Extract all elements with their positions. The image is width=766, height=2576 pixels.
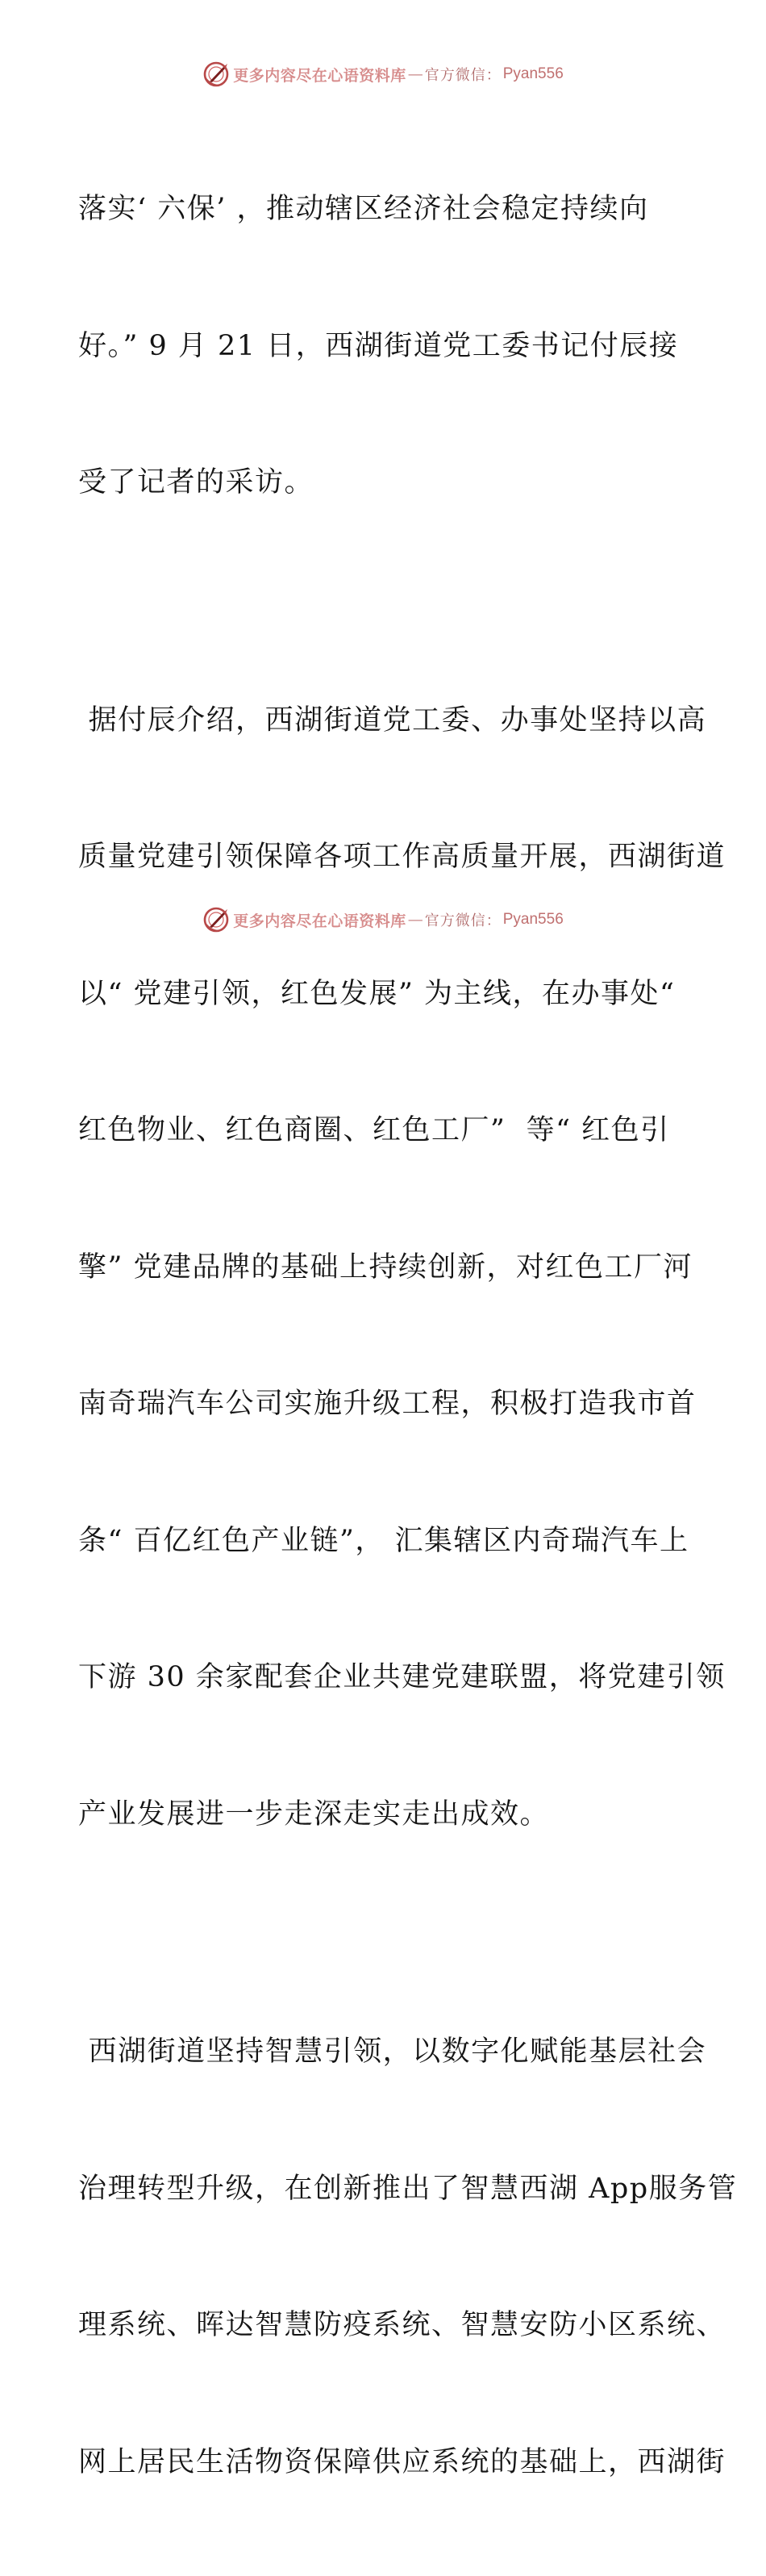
paragraph-line: 落实‘ 六保’ ，推动辖区经济社会稳定持续向 [78,193,649,225]
watermark-wechat-label: 官方微信： [424,67,502,84]
paragraph-line: 以“ 党建引领，红色发展” 为主线，在办事处“ [78,977,676,1010]
paragraph-3 [78,1938,738,2576]
paragraph-line: 南奇瑞汽车公司实施升级工程，积极打造我市首 [78,1388,697,1420]
paragraph-line: 下游 30 余家配套企业共建党建联盟，将党建引领 [78,1661,726,1693]
quill-logo-icon [202,906,230,933]
paragraph-line: 受了记者的采访。 [78,466,314,499]
paragraph-line: 网上居民生活物资保障供应系统的基础上，西湖街 [78,2445,726,2478]
header-watermark [0,58,766,90]
watermark-wechat-id: Pyan556 [502,911,564,928]
paragraph-line: 红色物业、红色商圈、红色工厂” 等“ 红色引 [78,1114,670,1146]
paragraph-2 [78,607,726,1929]
document-body [78,95,738,2576]
paragraph-line: 西湖街道坚持智慧引领，以数字化赋能基层社会 [78,2035,707,2068]
watermark-wechat-id: Pyan556 [502,65,564,82]
paragraph-line: 擎” 党建品牌的基础上持续创新，对红色工厂河 [78,1250,693,1284]
paragraph-line: 质量党建引领保障各项工作高质量开展，西湖街道 [78,841,726,873]
footer-watermark [0,904,766,936]
paragraph-line: 好。” 9 月 21 日，西湖街道党工委书记付辰接 [78,329,679,362]
paragraph-1 [78,95,691,597]
watermark-dash: — [407,65,423,83]
paragraph-line: 治理转型升级，在创新推出了智慧西湖 App服务管 [78,2172,738,2205]
paragraph-line: 产业发展进一步走深走实走出成效。 [78,1797,550,1831]
watermark-dash: — [407,911,423,929]
quill-logo-icon [202,61,230,88]
paragraph-line: 据付辰介绍，西湖街道党工委、办事处坚持以高 [78,703,707,737]
watermark-brand-text: 更多内容尽在心语资料库 [233,912,406,930]
paragraph-line: 理系统、晖达智慧防疫系统、智慧安防小区系统、 [78,2309,726,2341]
paragraph-line: 条“ 百亿红色产业链”， 汇集辖区内奇瑞汽车上 [78,1524,689,1557]
watermark-brand-text: 更多内容尽在心语资料库 [233,66,406,85]
watermark-wechat-label: 官方微信： [424,912,502,929]
